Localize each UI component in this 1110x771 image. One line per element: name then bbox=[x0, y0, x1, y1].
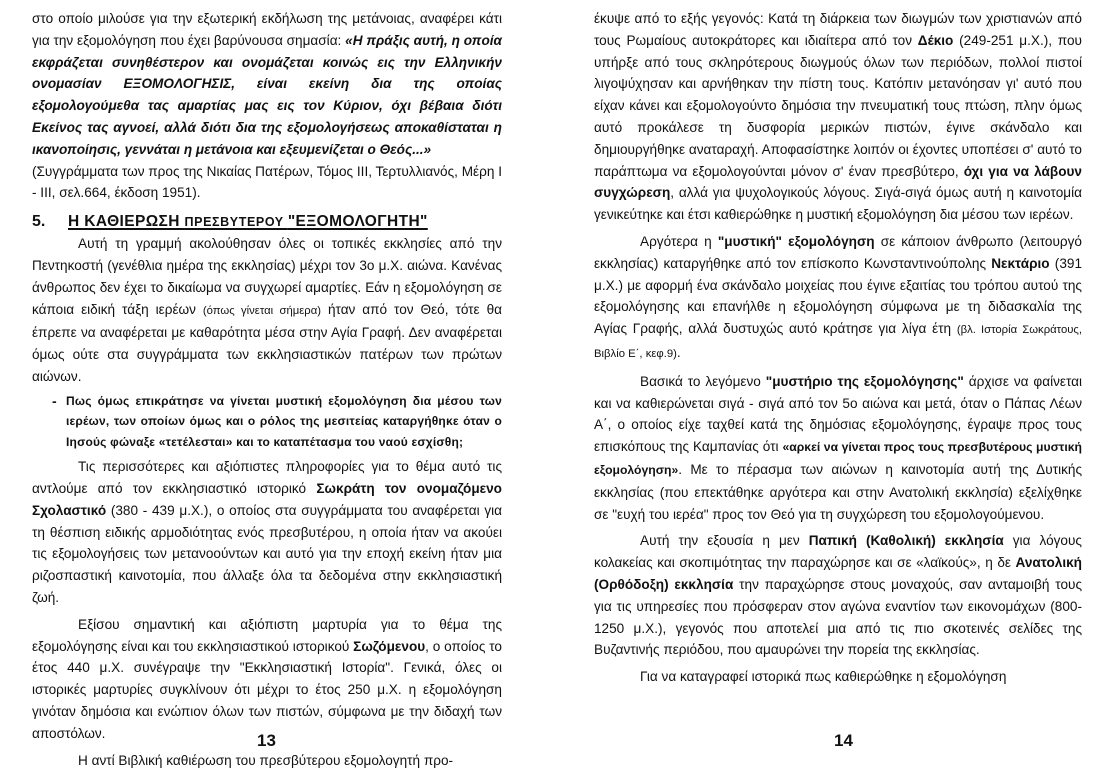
paragraph-text: ήταν από τον Θεό, τότε θα έπρεπε να αναφέρεται με καθαρότητα μέσα στην Αγία Γραφή. Δεν αναφέρεται όμως ούτε στα συγγράμματα των εκκλησιαστικών πατέρων των πρώτων αιώνων. bbox=[32, 301, 502, 384]
section-title-part: ΠΡΕΣΒΥΤΕΡΟΥ bbox=[184, 215, 288, 230]
paragraph-text: Αυτή τη γραμμή ακολούθησαν όλες οι τοπικές εκκλησίες από την Πεντηκοστή (γενέθλια ημέρα της εκκλησίας) μέχρι τον 3ο μ.Χ. αιώνα. Κανένας άνθρωπος δεν έχει το δικαίωμα να συγχωρεί αμαρτίες. Εάν η εξομολόγηση σε κάποια ειδική τάξη ιερέων bbox=[32, 236, 502, 317]
punctuation: . bbox=[196, 185, 201, 201]
paragraph-text: , ο οποίος το έτος 440 μ.Χ. συνέγραψε την "Εκκλησιαστική Ιστορία". Γενικά, όλες οι ιστορικές μαρτυρίες συγκλίνουν ότι μέχρι το έτος 250 μ.Χ. η εξομολόγηση γινόταν δημόσια και ενώπιον όλων των πιστών, σύμφωνα με την διδαχή των αποστόλων. bbox=[32, 638, 502, 741]
bold-text: Νεκτάριο bbox=[991, 255, 1050, 271]
paragraph bbox=[32, 456, 502, 609]
paragraph bbox=[594, 8, 1082, 226]
bullet-dash: - bbox=[52, 392, 57, 409]
page-number-left: 13 bbox=[257, 731, 276, 750]
paragraph-text: άρχισε να φαίνεται και να καθιερώνεται σιγά - σιγά από τον 5ο αιώνα και μετά, όταν ο Πάπας Λέων Α΄, ο οποίος είχε ταχθεί κατά της δημόσιας εξομολόγησης, έγραψε προς τους επισκόπους της Καμπανίας ότι bbox=[594, 373, 1083, 455]
bold-text: "μυστική" εξομολόγηση bbox=[717, 233, 875, 249]
bullet-question bbox=[32, 391, 502, 453]
punctuation: . bbox=[676, 344, 681, 360]
paragraph-text: για λόγους κολακείας και σκοπιμότητας την παραχώρησε και σε «λαϊκούς», η δε bbox=[594, 533, 1082, 571]
paragraph-text: την παραχώρησε στους μοναχούς, σαν ανταμοιβή τους για τις υπηρεσίες που πρόσφεραν στον αγώνα εναντίον των εικονομάχων (800-1250 μ.Χ.), γεγονός που αποτελεί μια από τις πιο σκοτεινές σελίδες της Βυζαντινής περιόδου, που αμαυρώνει την πορεία της εκκλησίας. bbox=[594, 576, 1083, 658]
paragraph-text: στο οποίο μιλούσε για την εξωτερική εκδήλωση της μετάνοιας, αναφέρει κάτι για την εξομολόγηση που έχει βαρύνουσα σημασία: bbox=[32, 11, 502, 48]
paragraph bbox=[594, 530, 1082, 661]
paragraph-text: , αλλά για ψυχολογικούς λόγους. Σιγά-σιγά όμως αυτή η καινοτομία γενικεύτηκε και έτσι καθιερώθηκε η μυστική εξομολόγηση δια μέσου των ιερέων. bbox=[594, 185, 1082, 223]
bold-text: όχι για να λάβουν συγχώρεση bbox=[594, 163, 1082, 201]
paragraph-note: (βλ. Ιστορία Σωκράτους, Βιβλίο Ε΄, κεφ.9) bbox=[594, 324, 1083, 360]
bold-text: Δέκιο bbox=[917, 32, 954, 48]
bold-text: "μυστήριο της εξομολόγησης" bbox=[765, 373, 964, 389]
paragraph: Για να καταγραφεί ιστορικά πως καθιερώθηκε η εξομολόγηση bbox=[640, 669, 1007, 685]
paragraph-text: (380 - 439 μ.Χ.), ο οποίος στα συγγράμματα του αναφέρεται για τη θέσπιση ειδικής αρμοδιότητας ενός πρεσβυτέρου, η οποία ήταν να ακούει τις εξομολογήσεις των μετανοούντων και αυτό για την εποχή εκείνη ήταν μια ριζοσπαστική καινοτομία, που άλλαξε όλα τα δεδομένα στην εκκλησιαστική ζωή. bbox=[32, 502, 502, 606]
citation-text: (Συγγράμματα των προς της Νικαίας Πατέρων, Τόμος ΙΙΙ, Τερτυλλιανός, Μέρη Ι - ΙΙΙ, σελ.664, έκδοση 1951) bbox=[32, 163, 502, 201]
paragraph-note: (όπως γίνεται σήμερα) bbox=[202, 304, 322, 317]
paragraph-text: Τις περισσότερες και αξιόπιστες πληροφορίες για το θέμα αυτό τις αντλούμε από τον εκκλησιαστικό ιστορικό bbox=[32, 459, 502, 497]
bold-text: Σωκράτη τον ονομαζόμενο Σχολαστικό bbox=[32, 481, 502, 518]
section-number: 5. bbox=[32, 213, 46, 231]
paragraph-text: Αργότερα η bbox=[640, 233, 718, 249]
paragraph-text: σε κάποιον άνθρωπο (λειτουργό εκκλησίας) καταργήθηκε από τον επίσκοπο Κωνσταντινούπολης bbox=[594, 233, 1082, 271]
quote-text: «Η πράξις αυτή, η οποία εκφράζεται συνηθέστερον και ονομάζεται κοινώς εις την Ελληνικήν ονομασίαν ΕΞΟΜΟΛΟΓΗΣΙΣ, είναι εκείνη δια της οποίας εξομολογούμεθα τας αμαρτίας μας εις τον Κύριον, όχι βέβαια διότι Εκείνος τας αγνοεί, αλλά διότι δια της εξομολογήσεως αποκαθίσταται η ικανοποίησις, γεννάται η μετάνοια και εξευμενίζεται ο Θεός...» bbox=[32, 32, 502, 157]
paragraph bbox=[32, 614, 502, 745]
paragraph-text: Εξίσου σημαντική και αξιόπιστη μαρτυρία για το θέμα της εξομολόγησης είναι και του εκκλησιαστικού ιστορικού bbox=[32, 616, 502, 654]
section-heading bbox=[32, 211, 502, 233]
paragraph-text: έκυψε από το εξής γεγονός: Κατά τη διάρκεια των διωγμών των χριστιανών από τους Ρωμαίους αυτοκράτορες και ιδιαίτερα από τον bbox=[594, 11, 1082, 48]
paragraph bbox=[594, 231, 1082, 366]
paragraph: Η αντί Βιβλική καθιέρωση του πρεσβύτερου εξομολογητή προ- bbox=[78, 752, 454, 768]
paragraph-quote-tertullian bbox=[32, 8, 502, 204]
bold-text: Σωζόμενου bbox=[353, 638, 426, 654]
bold-text: Ανατολική (Ορθόδοξη) εκκλησία bbox=[594, 555, 1082, 592]
paragraph bbox=[32, 233, 502, 388]
section-title bbox=[68, 211, 428, 233]
paragraph-text: (249-251 μ.Χ.), που υπήρξε από τους σκληρότερους διωγμούς όλων των περιόδων, πολλοί πιστοί λιγοψύχησαν και αρνήθηκαν την πίστη τους. Κατόπιν μετανόησαν γι' αυτό που είχαν κάνει και εξομολογούντο δημόσια την πνευματική τους πτώση, πλην όμως αυτό προκάλεσε τη δυσφορία μερικών πιστών, έγινε σκάνδαλο και δημιουργήθηκε αναταραχή. Αποφασίστηκε λοιπόν οι έχοντες υποπέσει σ' αυτό το παράπτωμα να εξομολογούνται μόνον σ' έναν πρεσβύτερο, bbox=[594, 32, 1082, 179]
paragraph-text: (391 μ.Χ.) με αφορμή ένα σκάνδαλο μοιχείας που έγινε εξαιτίας του τρόπου αυτού της εξομολόγησης και επανήλθε η εξομολόγηση σύμφωνα με τη διδασκαλία της Αγίας Γραφής, αλλά δυστυχώς αυτό κράτησε για λίγα έτη bbox=[594, 255, 1083, 337]
bold-text: Παπική (Καθολική) εκκλησία bbox=[808, 533, 1004, 549]
section-title-part: "ΕΞΟΜΟΛΟΓΗΤΗ" bbox=[287, 213, 428, 231]
paragraph-text: Βασικά το λεγόμενο bbox=[640, 373, 766, 389]
bold-quote-text: «αρκεί να γίνεται προς τους πρεσβυτέρους μυστική εξομολόγηση» bbox=[594, 440, 1082, 477]
right-page bbox=[594, 8, 1082, 728]
bullet-text: Πως όμως επικράτησε να γίνεται μυστική εξομολόγηση δια μέσου των ιερέων, των οποίων όμως και ο ρόλος της μεσιτείας καταργήθηκε όταν ο Ιησούς φώναξε «τετέλεσται» και το καταπέτασμα του ναού εσχίσθη; bbox=[66, 393, 502, 449]
paragraph-text: . Με το πέρασμα των αιώνων η καινοτομία αυτή της Δυτικής εκκλησίας (που επεκτάθηκε αργότερα και στην Ανατολική εκκλησία) εξελίχθηκε σε "ευχή του ιερέα" προς τον Θεό για τη συγχώρεση του εξομολογούμενου. bbox=[594, 461, 1082, 522]
paragraph-text: Αυτή την εξουσία η μεν bbox=[640, 533, 809, 549]
paragraph bbox=[594, 371, 1082, 526]
section-title-part: Η ΚΑΘΙΕΡΩΣΗ bbox=[68, 213, 185, 231]
page-number-right: 14 bbox=[834, 731, 853, 750]
